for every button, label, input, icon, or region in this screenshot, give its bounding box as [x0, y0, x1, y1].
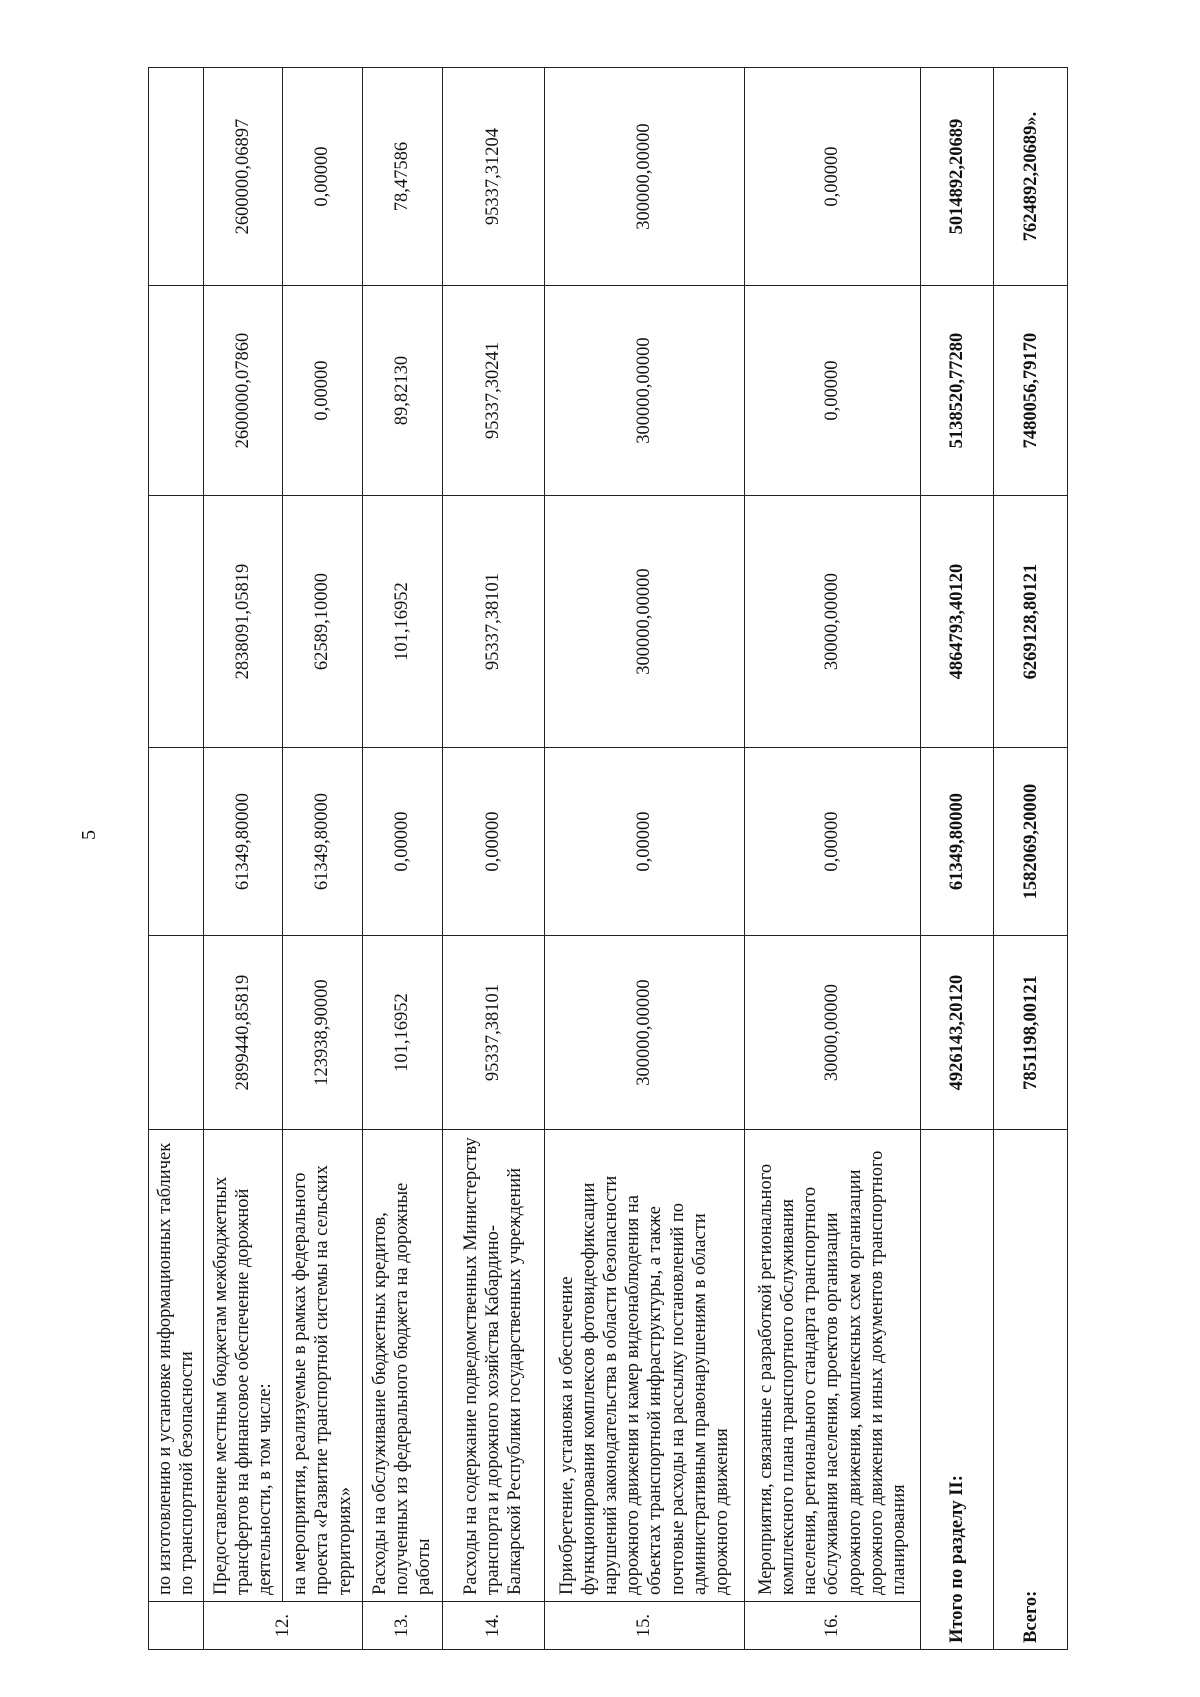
total-all-label: Всего: [994, 1130, 1068, 1650]
value-cell: 61349,80000 [203, 748, 283, 936]
budget-table [148, 67, 1068, 1650]
row-description: Приобретение, установка и обеспечение функционирования комплексов фотовидеофиксации нарушений законодательства в области безопасности дорожного движения и камер видеонаблюдения на объектах транспортной инфраструктуры, а также почтовые расходы на рассылку постановлений по административным правонарушениям в области дорожного движения [544, 1130, 744, 1602]
row-number [149, 1602, 204, 1650]
value-cell: 6269128,80121 [994, 496, 1068, 748]
total-section-label: Итого по разделу II: [920, 1130, 994, 1650]
table-row [442, 68, 544, 1650]
budget-table-rotated [148, 68, 1068, 1650]
value-cell: 7480056,79170 [994, 286, 1068, 496]
value-cell: 78,47586 [362, 68, 442, 286]
value-cell: 2899440,85819 [203, 936, 283, 1130]
table-row [544, 68, 744, 1650]
value-cell: 7851198,00121 [994, 936, 1068, 1130]
total-all-row [994, 68, 1068, 1650]
value-cell: 0,00000 [544, 748, 744, 936]
value-cell: 123938,90000 [283, 936, 363, 1130]
value-cell: 300000,00000 [544, 936, 744, 1130]
row-description: по изготовлению и установке информационных табличек по транспортной безопасности [149, 1130, 204, 1602]
value-cell: 4864793,40120 [920, 496, 994, 748]
table-row [283, 68, 363, 1650]
table-row [362, 68, 442, 1650]
value-cell: 2600000,06897 [203, 68, 283, 286]
value-cell: 101,16952 [362, 936, 442, 1130]
value-cell: 7624892,20689». [994, 68, 1068, 286]
value-cell: 1582069,20000 [994, 748, 1068, 936]
value-cell: 2838091,05819 [203, 496, 283, 748]
row-number: 16. [745, 1602, 921, 1650]
value-cell: 61349,80000 [283, 748, 363, 936]
value-cell: 4926143,20120 [920, 936, 994, 1130]
row-description: Мероприятия, связанные с разработкой регионального комплексного плана транспортного обслуживания населения, регионального стандарта транспортного обслуживания населения, проектов организации дорожного движения, комплексных схем организации дорожного движения и иных документов транспортного планирования [745, 1130, 921, 1602]
row-description: на мероприятия, реализуемые в рамках федерального проекта «Развитие транспортной системы на сельских территориях» [283, 1130, 363, 1602]
value-cell: 89,82130 [362, 286, 442, 496]
value-cell: 300000,00000 [544, 68, 744, 286]
value-cell: 0,00000 [745, 286, 921, 496]
value-cell: 95337,31204 [442, 68, 544, 286]
table-row [745, 68, 921, 1650]
value-cell [149, 748, 204, 936]
value-cell: 5138520,77280 [920, 286, 994, 496]
row-number: 14. [442, 1602, 544, 1650]
value-cell: 300000,00000 [544, 496, 744, 748]
value-cell [149, 936, 204, 1130]
value-cell: 95337,38101 [442, 936, 544, 1130]
row-number: 15. [544, 1602, 744, 1650]
row-description: Предоставление местным бюджетам межбюджетных трансфертов на финансовое обеспечение дорожной деятельности, в том числе: [203, 1130, 283, 1602]
value-cell: 0,00000 [283, 68, 363, 286]
value-cell: 95337,38101 [442, 496, 544, 748]
value-cell: 5014892,20689 [920, 68, 994, 286]
value-cell: 0,00000 [283, 286, 363, 496]
value-cell: 30000,00000 [745, 936, 921, 1130]
row-description: Расходы на обслуживание бюджетных кредитов, полученных из федерального бюджета на дорожные работы [362, 1130, 442, 1602]
table-row [203, 68, 283, 1650]
table-row [149, 68, 204, 1650]
row-number: 13. [362, 1602, 442, 1650]
value-cell [149, 286, 204, 496]
value-cell: 62589,10000 [283, 496, 363, 748]
value-cell: 300000,00000 [544, 286, 744, 496]
value-cell: 95337,30241 [442, 286, 544, 496]
total-section-row [920, 68, 994, 1650]
value-cell: 30000,00000 [745, 496, 921, 748]
row-number: 12. [203, 1602, 362, 1650]
value-cell [149, 496, 204, 748]
value-cell: 0,00000 [362, 748, 442, 936]
row-description: Расходы на содержание подведомственных Министерству транспорта и дорожного хозяйства Кабардино-Балкарской Республики государственных учреждений [442, 1130, 544, 1602]
page-number: 5 [78, 830, 100, 840]
value-cell: 0,00000 [442, 748, 544, 936]
value-cell: 2600000,07860 [203, 286, 283, 496]
value-cell: 0,00000 [745, 748, 921, 936]
value-cell [149, 68, 204, 286]
value-cell: 0,00000 [745, 68, 921, 286]
value-cell: 101,16952 [362, 496, 442, 748]
value-cell: 61349,80000 [920, 748, 994, 936]
